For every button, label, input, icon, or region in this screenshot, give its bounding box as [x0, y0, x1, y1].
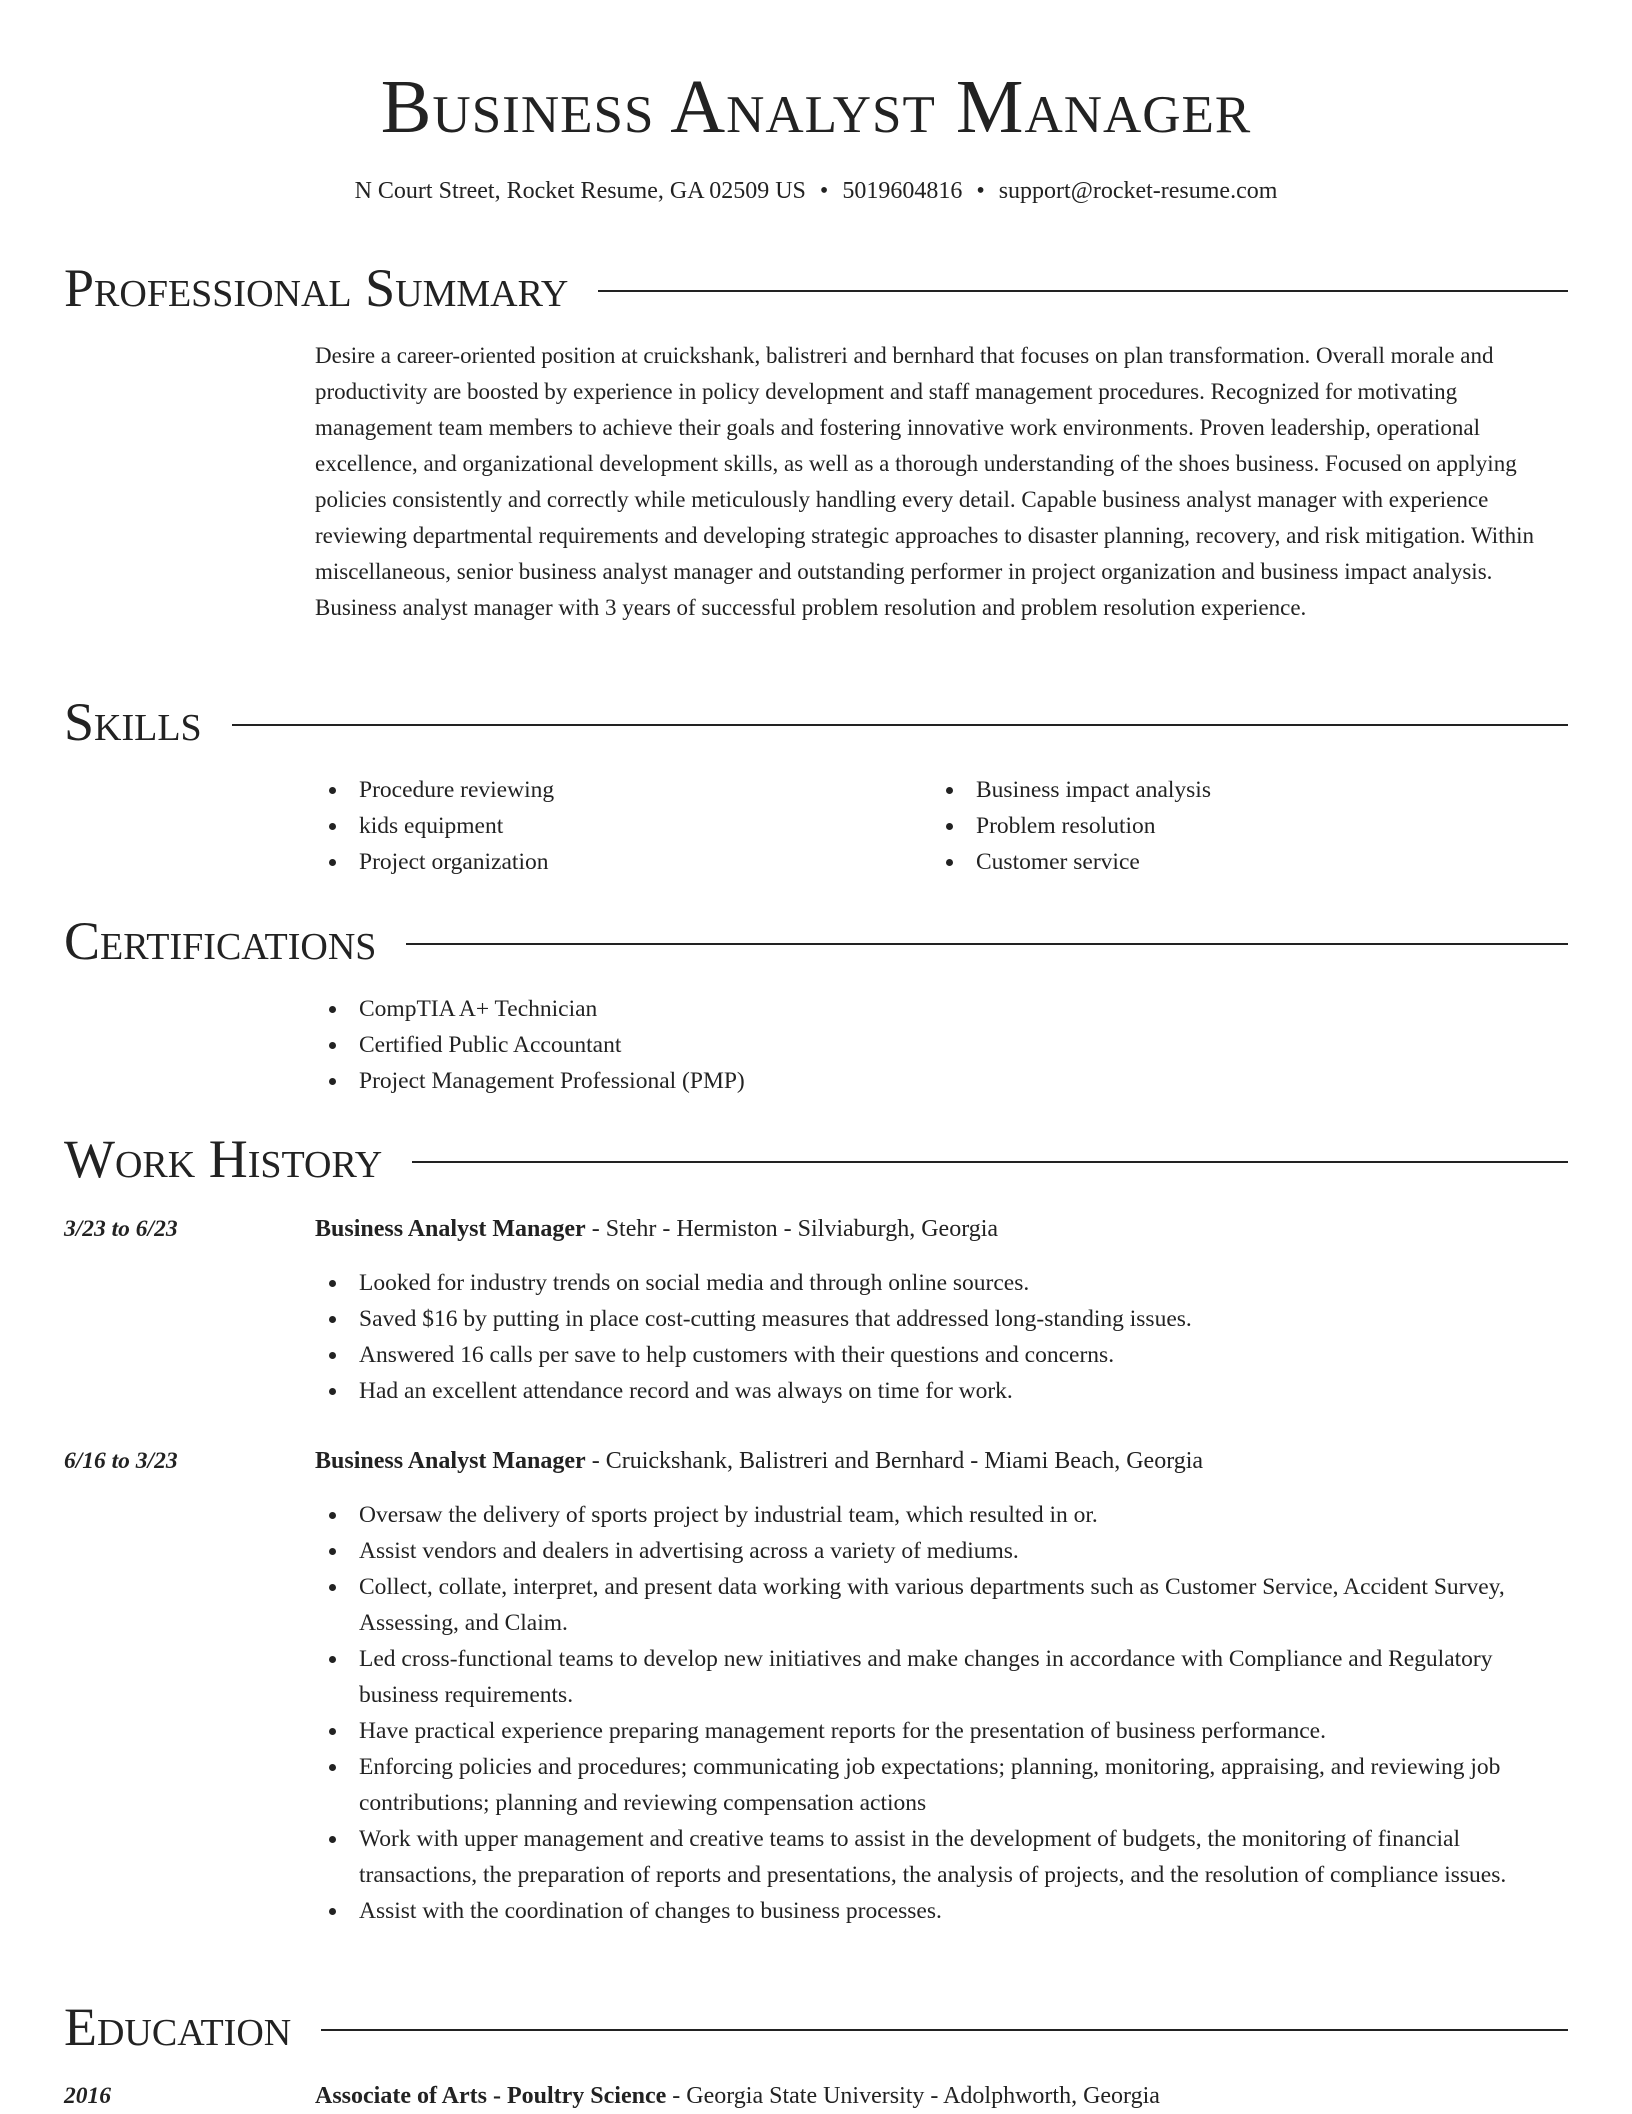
job-header [315, 1443, 1570, 1479]
job-bullet: Answered 16 calls per save to help customers with their questions and concerns. [315, 1337, 1570, 1373]
section-divider [598, 290, 1568, 292]
summary-text: Desire a career-oriented position at cruickshank, balistreri and bernhard that focuses on plan transformation. Overall morale and productivity are boosted by experience in policy development and staff management procedures. Recognized for motivating management team members to achieve their goals and fostering innovative work environments. Proven leadership, operational excellence, and organizational development skills, as well as a thorough understanding of the shoes business. Focused on applying policies consistently and correctly while meticulously handling every detail. Capable business analyst manager with experience reviewing departmental requirements and developing strategic approaches to disaster planning, recovery, and risk mitigation. Within miscellaneous, senior business analyst manager and outstanding performer in project organization and business impact analysis. Business analyst manager with 3 years of successful problem resolution and problem resolution experience. [315, 343, 1534, 620]
section-divider [406, 943, 1568, 945]
education-header [315, 2078, 1570, 2114]
job-bullet: Work with upper management and creative teams to assist in the development of budgets, the monitoring of financial transactions, the preparation of reports and presentations, the analysis of projects, and the resolution of compliance issues. [315, 1821, 1570, 1893]
job-title: Business Analyst Manager [315, 1448, 586, 1474]
education-degree: Associate of Arts - Poultry Science [315, 2083, 667, 2109]
skill-item: kids equipment [315, 808, 915, 844]
job-bullet: Looked for industry trends on social media and through online sources. [315, 1265, 1570, 1301]
job-dates: 3/23 to 6/23 [64, 1216, 178, 1242]
education-details: - Georgia State University - Adolphworth, Georgia [666, 2083, 1160, 2109]
skill-item: Business impact analysis [932, 772, 1532, 808]
contact-separator: • [976, 178, 985, 204]
certification-item: Project Management Professional (PMP) [315, 1063, 1565, 1099]
job-bullet: Have practical experience preparing management reports for the presentation of business performance. [315, 1713, 1570, 1749]
certifications-section-header [64, 909, 1568, 973]
skill-item: Problem resolution [932, 808, 1532, 844]
address: N Court Street, Rocket Resume, GA 02509 US [354, 178, 806, 204]
job-bullet: Collect, collate, interpret, and present data working with various departments such as Customer Service, Accident Survey, Assessing, and Claim. [315, 1569, 1570, 1641]
job-details: - Cruickshank, Balistreri and Bernhard - Miami Beach, Georgia [585, 1448, 1204, 1474]
education-year: 2016 [64, 2083, 111, 2109]
job-title: Business Analyst Manager [315, 1216, 586, 1242]
job-bullet: Assist with the coordination of changes to business processes. [315, 1893, 1570, 1929]
section-divider [412, 1161, 1568, 1163]
job-bullet: Enforcing policies and procedures; communicating job expectations; planning, monitoring, appraising, and reviewing job contributions; planning and reviewing compensation actions [315, 1749, 1570, 1821]
resume-name: Business Analyst Manager [380, 65, 1252, 149]
skill-item: Customer service [932, 844, 1532, 880]
section-title: Skills [64, 692, 202, 752]
contact-line [0, 174, 1632, 208]
phone: 5019604816 [842, 178, 963, 204]
job-bullet: Had an excellent attendance record and was always on time for work. [315, 1373, 1570, 1409]
certifications-list [315, 991, 1565, 1099]
certification-item: Certified Public Accountant [315, 1027, 1565, 1063]
job-bullets [315, 1265, 1570, 1409]
skill-item: Procedure reviewing [315, 772, 915, 808]
summary-section-header [64, 256, 1568, 320]
job-bullet: Led cross-functional teams to develop new initiatives and make changes in accordance with Compliance and Regulatory business requirements. [315, 1641, 1570, 1713]
email: support@rocket-resume.com [998, 178, 1278, 204]
job-bullet: Oversaw the delivery of sports project by industrial team, which resulted in or. [315, 1497, 1570, 1533]
skills-list-left [315, 772, 915, 880]
section-divider [321, 2029, 1568, 2031]
skill-item: Project organization [315, 844, 915, 880]
job-bullets [315, 1497, 1570, 1929]
section-title: Education [64, 1997, 292, 2057]
section-divider [232, 724, 1568, 726]
section-title: Certifications [64, 911, 377, 971]
job-dates: 6/16 to 3/23 [64, 1448, 178, 1474]
contact-separator: • [819, 178, 829, 204]
section-title: Professional Summary [64, 258, 569, 318]
skills-list-right [932, 772, 1532, 880]
section-title: Work History [64, 1129, 383, 1189]
job-bullet: Saved $16 by putting in place cost-cutting measures that addressed long-standing issues. [315, 1301, 1570, 1337]
work-history-section-header [64, 1127, 1568, 1191]
job-header [315, 1211, 1570, 1247]
skills-section-header [64, 690, 1568, 754]
education-section-header [64, 1995, 1568, 2059]
job-bullet: Assist vendors and dealers in advertising across a variety of mediums. [315, 1533, 1570, 1569]
job-details: - Stehr - Hermiston - Silviaburgh, Georgia [585, 1216, 999, 1242]
certification-item: CompTIA A+ Technician [315, 991, 1565, 1027]
